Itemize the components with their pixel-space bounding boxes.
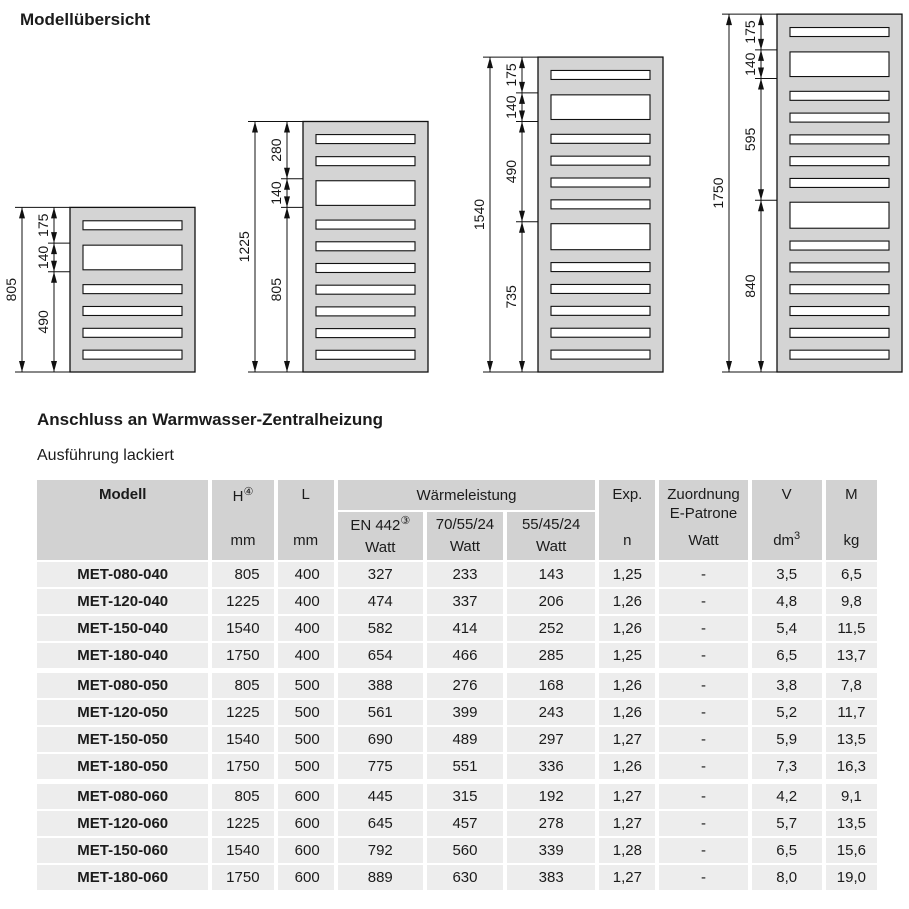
model-diagram xyxy=(0,0,909,392)
dimension-arrow-icon xyxy=(519,211,525,222)
col-header-v-unit: dm xyxy=(773,532,795,549)
dimension-total-label: 805 xyxy=(2,278,19,302)
cell-en442-watt: 582 xyxy=(338,616,423,641)
cell-w705524-watt: 337 xyxy=(427,589,503,614)
cell-w554524-watt: 336 xyxy=(507,754,595,779)
cell-exp-n: 1,27 xyxy=(599,727,655,752)
cell-w705524-watt: 551 xyxy=(427,754,503,779)
dimension-arrow-icon xyxy=(758,50,764,61)
table-row xyxy=(37,589,877,614)
cell-w705524-watt: 457 xyxy=(427,811,503,836)
cell-en442-watt: 654 xyxy=(338,643,423,668)
cell-m-kg: 9,1 xyxy=(826,784,877,809)
dimension-segment-label: 140 xyxy=(741,52,758,76)
col-header-705524: 70/55/24 Watt xyxy=(427,512,503,560)
slot xyxy=(316,135,415,144)
cell-l-mm: 400 xyxy=(278,616,334,641)
dimension-segment-label: 175 xyxy=(741,20,758,44)
slot xyxy=(551,284,650,293)
cell-l-mm: 600 xyxy=(278,865,334,890)
slot xyxy=(551,156,650,165)
dimension-segment-label: 490 xyxy=(34,310,51,334)
slot xyxy=(83,306,182,315)
cell-m-kg: 7,8 xyxy=(826,673,877,698)
dimension-arrow-icon xyxy=(252,121,258,132)
col-header-l-label: L xyxy=(301,486,310,503)
col-header-m xyxy=(826,480,877,560)
cell-h-mm: 805 xyxy=(212,784,273,809)
cell-en442-watt: 645 xyxy=(338,811,423,836)
slot xyxy=(316,220,415,229)
slot xyxy=(316,263,415,272)
slot xyxy=(790,285,889,294)
cell-l-mm: 600 xyxy=(278,784,334,809)
dimension-segment-label: 595 xyxy=(741,127,758,152)
dimension-arrow-icon xyxy=(519,121,525,132)
slot xyxy=(551,134,650,143)
slot xyxy=(316,242,415,251)
col-header-zuordnung-unit: Watt xyxy=(688,532,719,549)
col-header-m-unit: kg xyxy=(843,532,860,549)
dimension-segment-label: 840 xyxy=(741,274,758,298)
opening xyxy=(790,202,889,228)
slot xyxy=(551,70,650,79)
cell-modell: MET-120-040 xyxy=(37,589,208,614)
cell-en442-watt: 889 xyxy=(338,865,423,890)
table-row xyxy=(37,838,877,863)
cell-en442-watt: 474 xyxy=(338,589,423,614)
dimension-arrow-icon xyxy=(758,189,764,200)
dimension-arrow-icon xyxy=(758,14,764,25)
dimension-segment-label: 140 xyxy=(34,245,51,270)
dimension-arrow-icon xyxy=(284,196,290,207)
dimension-arrow-icon xyxy=(519,222,525,233)
cell-modell: MET-120-050 xyxy=(37,700,208,725)
dimension-segment-label: 175 xyxy=(502,63,519,87)
cell-w554524-watt: 143 xyxy=(507,562,595,587)
cell-m-kg: 16,3 xyxy=(826,754,877,779)
model-overview-section xyxy=(0,0,909,396)
cell-modell: MET-080-060 xyxy=(37,784,208,809)
col-header-exp-label: Exp. xyxy=(612,486,643,503)
col-header-h-unit: mm xyxy=(230,532,256,549)
dimension-segment-label: 280 xyxy=(267,138,284,162)
cell-exp-n: 1,26 xyxy=(599,616,655,641)
table-row xyxy=(37,673,877,698)
cell-exp-n: 1,26 xyxy=(599,754,655,779)
slot xyxy=(790,350,889,359)
cell-w554524-watt: 339 xyxy=(507,838,595,863)
dimension-arrow-icon xyxy=(284,361,290,372)
cell-l-mm: 400 xyxy=(278,589,334,614)
slot xyxy=(790,328,889,337)
cell-h-mm: 1225 xyxy=(212,811,273,836)
cell-e-patrone-watt: - xyxy=(659,562,747,587)
cell-m-kg: 11,5 xyxy=(826,616,877,641)
cell-m-kg: 13,5 xyxy=(826,811,877,836)
cell-exp-n: 1,28 xyxy=(599,838,655,863)
cell-en442-watt: 690 xyxy=(338,727,423,752)
dimension-segment-label: 735 xyxy=(502,285,519,309)
cell-modell: MET-080-050 xyxy=(37,673,208,698)
col-header-h-label: H xyxy=(232,488,244,505)
col-header-l xyxy=(278,480,334,560)
cell-e-patrone-watt: - xyxy=(659,811,747,836)
section-heading: Anschluss an Warmwasser-Zentralheizung xyxy=(37,410,384,429)
cell-exp-n: 1,27 xyxy=(599,811,655,836)
dimension-segment-label: 805 xyxy=(267,278,284,302)
dimension-arrow-icon xyxy=(487,361,493,372)
table-row xyxy=(37,562,877,587)
cell-exp-n: 1,26 xyxy=(599,673,655,698)
table-row xyxy=(37,754,877,779)
dimension-total-label: 1750 xyxy=(709,177,726,209)
cell-exp-n: 1,26 xyxy=(599,589,655,614)
dimension-arrow-icon xyxy=(519,361,525,372)
slot xyxy=(551,178,650,187)
cell-w705524-watt: 276 xyxy=(427,673,503,698)
col-header-l-unit: mm xyxy=(293,532,319,549)
cell-v-dm3: 6,5 xyxy=(752,643,822,668)
dimension-arrow-icon xyxy=(51,243,57,254)
cell-e-patrone-watt: - xyxy=(659,865,747,890)
cell-w554524-watt: 252 xyxy=(507,616,595,641)
cell-en442-watt: 327 xyxy=(338,562,423,587)
page-title: Modellübersicht xyxy=(20,10,151,29)
cell-h-mm: 1750 xyxy=(212,865,273,890)
dimension-arrow-icon xyxy=(51,207,57,218)
cell-modell: MET-180-040 xyxy=(37,643,208,668)
cell-e-patrone-watt: - xyxy=(659,754,747,779)
opening xyxy=(790,52,889,77)
cell-en442-watt: 445 xyxy=(338,784,423,809)
cell-l-mm: 500 xyxy=(278,673,334,698)
cell-h-mm: 805 xyxy=(212,673,273,698)
footnote-3-icon: ③ xyxy=(400,514,411,527)
cell-w554524-watt: 168 xyxy=(507,673,595,698)
slot xyxy=(83,285,182,294)
cell-m-kg: 9,8 xyxy=(826,589,877,614)
dimension-arrow-icon xyxy=(284,168,290,179)
col-header-modell-label: Modell xyxy=(98,486,147,503)
cell-w705524-watt: 560 xyxy=(427,838,503,863)
cell-m-kg: 11,7 xyxy=(826,700,877,725)
dimension-arrow-icon xyxy=(758,200,764,211)
cell-en442-watt: 792 xyxy=(338,838,423,863)
cell-v-dm3: 7,3 xyxy=(752,754,822,779)
slot xyxy=(551,306,650,315)
cell-v-dm3: 4,8 xyxy=(752,589,822,614)
cell-en442-watt: 388 xyxy=(338,673,423,698)
cell-h-mm: 805 xyxy=(212,562,273,587)
col-header-v-label: V xyxy=(781,486,792,503)
dimension-arrow-icon xyxy=(519,82,525,93)
table-row xyxy=(37,811,877,836)
cell-m-kg: 13,5 xyxy=(826,727,877,752)
opening xyxy=(83,245,182,270)
dimension-segment-label: 140 xyxy=(502,95,519,119)
cell-v-dm3: 3,5 xyxy=(752,562,822,587)
cell-h-mm: 1750 xyxy=(212,643,273,668)
slot xyxy=(316,350,415,359)
cell-l-mm: 500 xyxy=(278,700,334,725)
cell-w705524-watt: 466 xyxy=(427,643,503,668)
col-header-waermeleistung: Wärmeleistung xyxy=(338,480,596,510)
slot xyxy=(551,200,650,209)
dimension-arrow-icon xyxy=(758,361,764,372)
dimension-segment-label: 140 xyxy=(267,181,284,205)
cell-e-patrone-watt: - xyxy=(659,616,747,641)
cell-w705524-watt: 399 xyxy=(427,700,503,725)
cell-h-mm: 1225 xyxy=(212,700,273,725)
cell-exp-n: 1,27 xyxy=(599,784,655,809)
cell-w554524-watt: 278 xyxy=(507,811,595,836)
cell-w554524-watt: 297 xyxy=(507,727,595,752)
cell-h-mm: 1540 xyxy=(212,838,273,863)
slot xyxy=(551,328,650,337)
slot xyxy=(551,350,650,359)
cell-exp-n: 1,25 xyxy=(599,562,655,587)
col-header-m-label: M xyxy=(845,486,858,503)
dimension-arrow-icon xyxy=(519,110,525,121)
dimension-arrow-icon xyxy=(51,361,57,372)
col-header-554524: 55/45/24 Watt xyxy=(507,512,595,560)
cell-e-patrone-watt: - xyxy=(659,673,747,698)
cell-m-kg: 15,6 xyxy=(826,838,877,863)
slot xyxy=(316,157,415,166)
cell-modell: MET-120-060 xyxy=(37,811,208,836)
cell-exp-n: 1,25 xyxy=(599,643,655,668)
dimension-arrow-icon xyxy=(758,68,764,79)
dimension-arrow-icon xyxy=(284,207,290,218)
slot xyxy=(790,263,889,272)
cell-e-patrone-watt: - xyxy=(659,727,747,752)
slot xyxy=(316,329,415,338)
cell-v-dm3: 5,7 xyxy=(752,811,822,836)
cell-exp-n: 1,27 xyxy=(599,865,655,890)
cell-v-dm3: 6,5 xyxy=(752,838,822,863)
cell-w554524-watt: 243 xyxy=(507,700,595,725)
cell-modell: MET-150-060 xyxy=(37,838,208,863)
slot xyxy=(83,350,182,359)
cell-e-patrone-watt: - xyxy=(659,700,747,725)
radiator-1225 xyxy=(236,121,428,372)
dimension-arrow-icon xyxy=(51,261,57,272)
table-row xyxy=(37,616,877,641)
dimension-arrow-icon xyxy=(519,57,525,68)
spec-table xyxy=(33,478,881,892)
group-separator xyxy=(37,781,877,782)
dimension-arrow-icon xyxy=(284,121,290,132)
dimension-arrow-icon xyxy=(51,232,57,243)
col-header-zuordnung xyxy=(659,480,747,560)
dimension-total-label: 1225 xyxy=(235,231,252,263)
slot xyxy=(83,221,182,230)
slot xyxy=(790,28,889,37)
dimension-arrow-icon xyxy=(758,79,764,90)
cell-h-mm: 1540 xyxy=(212,616,273,641)
radiator-805 xyxy=(3,207,195,372)
finish-note: Ausführung lackiert xyxy=(37,447,174,464)
table-row xyxy=(37,865,877,890)
cell-w705524-watt: 233 xyxy=(427,562,503,587)
cell-v-dm3: 5,4 xyxy=(752,616,822,641)
dimension-segment-label: 490 xyxy=(502,159,519,184)
cell-w554524-watt: 285 xyxy=(507,643,595,668)
col-header-en442: EN 442③ Watt xyxy=(338,512,423,560)
cell-v-dm3: 8,0 xyxy=(752,865,822,890)
cell-e-patrone-watt: - xyxy=(659,838,747,863)
col-header-zuordnung-line2: E-Patrone xyxy=(669,504,738,522)
opening xyxy=(551,95,650,120)
cell-m-kg: 13,7 xyxy=(826,643,877,668)
footnote-4-icon: ④ xyxy=(243,486,254,498)
cell-l-mm: 600 xyxy=(278,838,334,863)
slot xyxy=(790,113,889,122)
opening xyxy=(316,181,415,206)
cell-w705524-watt: 489 xyxy=(427,727,503,752)
cell-l-mm: 600 xyxy=(278,811,334,836)
cell-w554524-watt: 192 xyxy=(507,784,595,809)
cell-modell: MET-080-040 xyxy=(37,562,208,587)
spec-table-body xyxy=(37,562,877,890)
cell-modell: MET-150-050 xyxy=(37,727,208,752)
slot xyxy=(790,157,889,166)
dimension-arrow-icon xyxy=(252,361,258,372)
dimension-segment-label: 175 xyxy=(34,213,51,237)
cell-modell: MET-150-040 xyxy=(37,616,208,641)
slot xyxy=(83,328,182,337)
cell-l-mm: 400 xyxy=(278,562,334,587)
slot xyxy=(551,263,650,272)
cell-m-kg: 19,0 xyxy=(826,865,877,890)
col-header-exp xyxy=(599,480,655,560)
slot xyxy=(790,135,889,144)
cell-h-mm: 1540 xyxy=(212,727,273,752)
slot xyxy=(790,307,889,316)
dimension-arrow-icon xyxy=(284,179,290,190)
col-header-zuordnung-line1: Zuordnung xyxy=(667,486,740,503)
cell-e-patrone-watt: - xyxy=(659,643,747,668)
slot xyxy=(790,241,889,250)
cell-en442-watt: 561 xyxy=(338,700,423,725)
table-row xyxy=(37,700,877,725)
cell-l-mm: 400 xyxy=(278,643,334,668)
cell-en442-watt: 775 xyxy=(338,754,423,779)
cell-e-patrone-watt: - xyxy=(659,589,747,614)
dimension-total-label: 1540 xyxy=(470,198,487,231)
cell-w705524-watt: 315 xyxy=(427,784,503,809)
cell-l-mm: 500 xyxy=(278,754,334,779)
col-header-modell xyxy=(37,480,208,560)
cell-v-dm3: 5,2 xyxy=(752,700,822,725)
dimension-arrow-icon xyxy=(519,93,525,104)
col-header-exp-unit: n xyxy=(623,532,632,549)
radiator-1540 xyxy=(471,57,663,372)
dimension-arrow-icon xyxy=(758,39,764,50)
table-row xyxy=(37,784,877,809)
dimension-arrow-icon xyxy=(19,207,25,218)
group-separator xyxy=(37,670,877,671)
table-row xyxy=(37,643,877,668)
dimension-arrow-icon xyxy=(726,14,732,25)
cell-l-mm: 500 xyxy=(278,727,334,752)
cell-w554524-watt: 206 xyxy=(507,589,595,614)
slot xyxy=(316,285,415,294)
cell-v-dm3: 3,8 xyxy=(752,673,822,698)
cell-w705524-watt: 630 xyxy=(427,865,503,890)
opening xyxy=(551,224,650,250)
col-header-h xyxy=(212,480,273,560)
cell-modell: MET-180-060 xyxy=(37,865,208,890)
dimension-arrow-icon xyxy=(19,361,25,372)
dimension-arrow-icon xyxy=(726,361,732,372)
cell-modell: MET-180-050 xyxy=(37,754,208,779)
cell-h-mm: 1750 xyxy=(212,754,273,779)
cell-exp-n: 1,26 xyxy=(599,700,655,725)
dimension-arrow-icon xyxy=(51,272,57,283)
cell-e-patrone-watt: - xyxy=(659,784,747,809)
table-row xyxy=(37,727,877,752)
cell-h-mm: 1225 xyxy=(212,589,273,614)
cell-v-dm3: 4,2 xyxy=(752,784,822,809)
slot xyxy=(316,307,415,316)
cell-v-dm3: 5,9 xyxy=(752,727,822,752)
dimension-arrow-icon xyxy=(487,57,493,68)
cell-w705524-watt: 414 xyxy=(427,616,503,641)
cell-m-kg: 6,5 xyxy=(826,562,877,587)
slot xyxy=(790,178,889,187)
radiator-1750 xyxy=(710,14,902,372)
slot xyxy=(790,91,889,100)
col-header-v: V $dm^3$ xyxy=(752,480,822,560)
cell-w554524-watt: 383 xyxy=(507,865,595,890)
